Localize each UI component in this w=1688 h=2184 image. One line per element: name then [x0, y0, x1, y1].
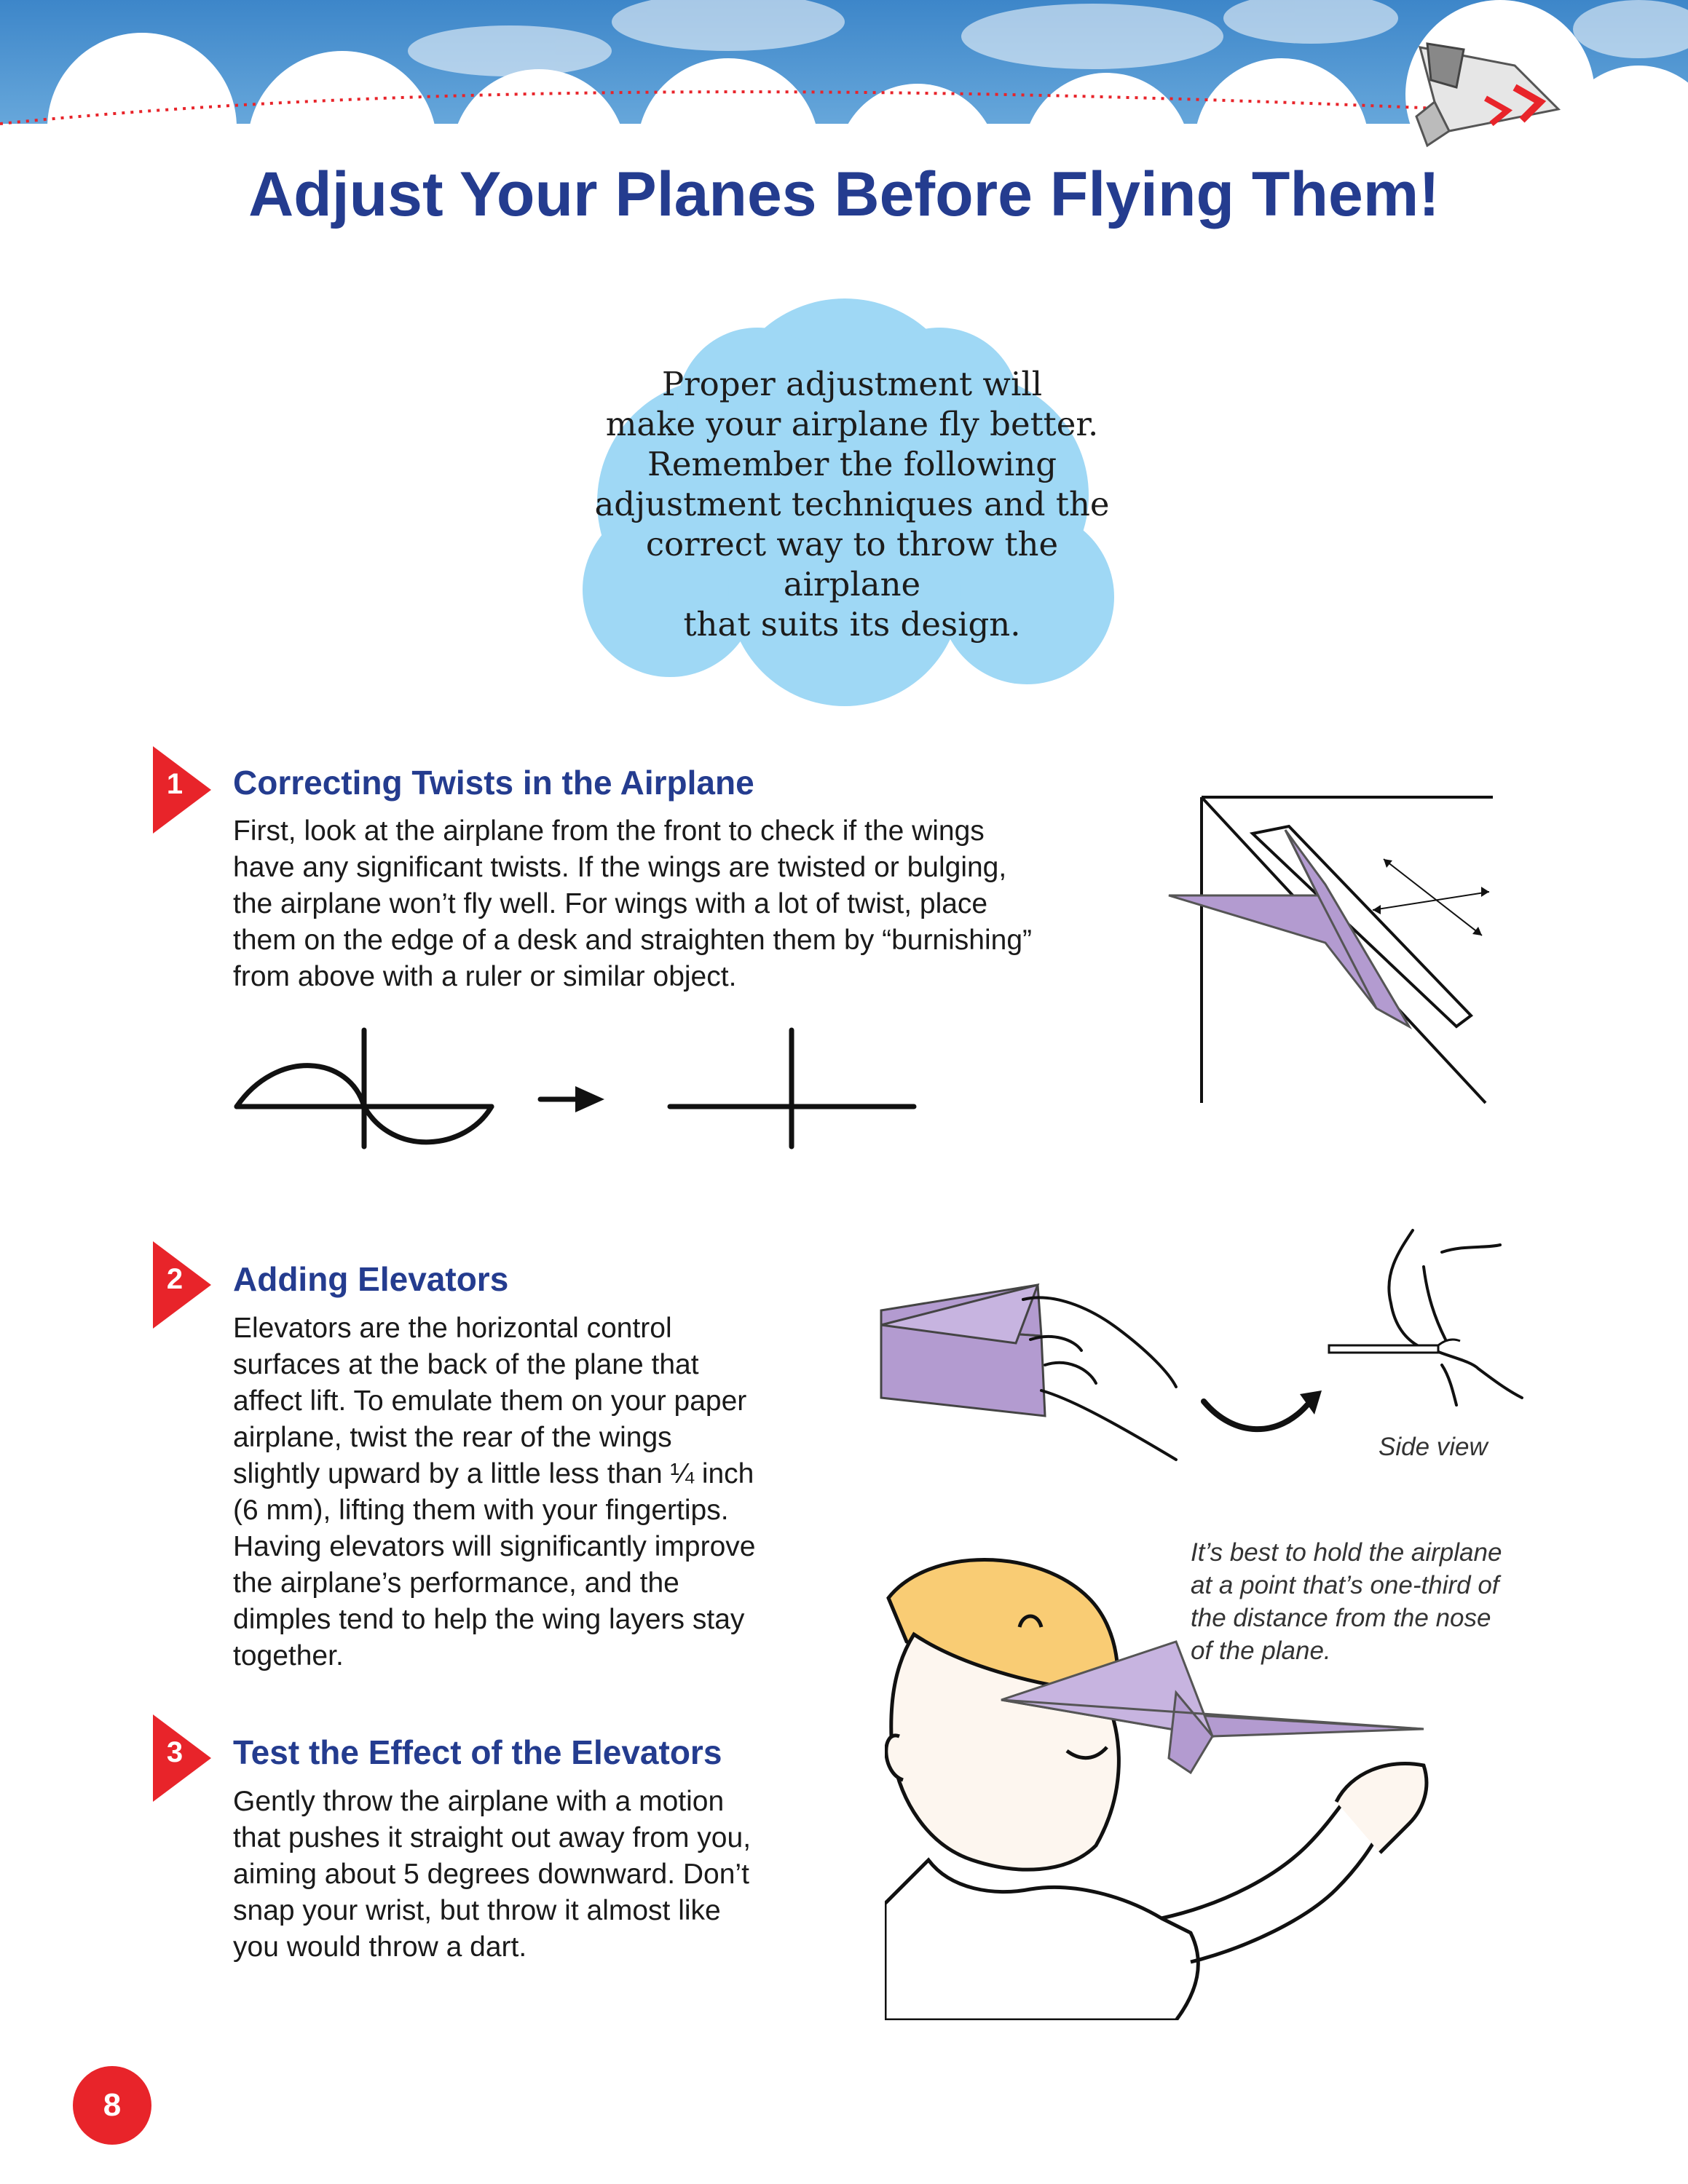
boy-throwing-plane-illustration: [885, 1554, 1438, 2020]
header-plane-illustration: [1405, 29, 1573, 153]
body-line: Gently throw the airplane with a motion: [233, 1786, 725, 1817]
page-title: Adjust Your Planes Before Flying Them!: [248, 159, 1440, 229]
body-line: them on the edge of a desk and straighten them by “burnishing”: [233, 925, 1033, 956]
body-line: snap your wrist, but throw it almost like: [233, 1895, 721, 1926]
step-3-number: 3: [166, 1736, 184, 1768]
caption-line: It’s best to hold the airplane: [1191, 1538, 1502, 1567]
body-line: that pushes it straight out away from you,: [233, 1822, 752, 1853]
body-line: aiming about 5 degrees downward. Don’t: [233, 1859, 749, 1890]
intro-line: make your airplane fly better.: [605, 405, 1099, 443]
elevator-fingers-illustration: [877, 1270, 1183, 1467]
body-line: surfaces at the back of the plane that: [233, 1349, 699, 1380]
intro-line: adjustment techniques and the: [594, 485, 1110, 523]
caption-line: the distance from the nose: [1191, 1604, 1491, 1632]
wing-twist-diagram: [233, 1026, 918, 1158]
body-line: affect lift. To emulate them on your paper: [233, 1385, 747, 1417]
body-line: from above with a ruler or similar object.: [233, 961, 737, 992]
intro-line: correct way to throw the airplane: [645, 525, 1059, 604]
intro-line: Proper adjustment will: [661, 365, 1043, 403]
body-line: Elevators are the horizontal control: [233, 1313, 672, 1344]
body-line: have any significant twists. If the wings are twisted or bulging,: [233, 852, 1007, 883]
caption-line: of the plane.: [1191, 1637, 1331, 1665]
step-1-marker: [153, 746, 211, 834]
intro-line: Remember the following: [647, 445, 1057, 483]
step-3-body: [233, 1784, 859, 1966]
step-2-title: Adding Elevators: [233, 1260, 509, 1298]
body-line: the airplane won’t fly well. For wings with a lot of twist, place: [233, 888, 988, 919]
step-2-number: 2: [166, 1263, 184, 1295]
intro-text: [575, 364, 1129, 644]
body-line: dimples tend to help the wing layers stay: [233, 1604, 745, 1635]
step-3-marker: [153, 1714, 211, 1802]
intro-line: that suits its design.: [683, 605, 1021, 644]
step-1-body: [233, 813, 1165, 995]
step-2-body: [233, 1310, 859, 1674]
step-1-number: 1: [166, 768, 184, 800]
body-line: airplane, twist the rear of the wings: [233, 1422, 672, 1453]
body-line: First, look at the airplane from the front to check if the wings: [233, 815, 985, 847]
body-line: Having elevators will significantly improve: [233, 1531, 756, 1562]
step-1-title: Correcting Twists in the Airplane: [233, 764, 754, 802]
page-number: 8: [73, 2066, 151, 2145]
desk-burnish-illustration: [1158, 790, 1507, 1110]
step-3-title: Test the Effect of the Elevators: [233, 1733, 722, 1771]
step-2-marker: [153, 1241, 211, 1329]
curved-arrow-icon: [1198, 1380, 1329, 1445]
body-line: the airplane’s performance, and the: [233, 1567, 679, 1599]
side-view-illustration: [1325, 1223, 1529, 1412]
body-line: you would throw a dart.: [233, 1931, 527, 1963]
body-line: (6 mm), lifting them with your fingertips.: [233, 1495, 729, 1526]
body-line: together.: [233, 1640, 344, 1671]
caption-line: at a point that’s one-third of: [1191, 1571, 1499, 1599]
side-view-caption: Side view: [1379, 1433, 1488, 1461]
body-line: slightly upward by a little less than ¼ inch: [233, 1458, 754, 1489]
